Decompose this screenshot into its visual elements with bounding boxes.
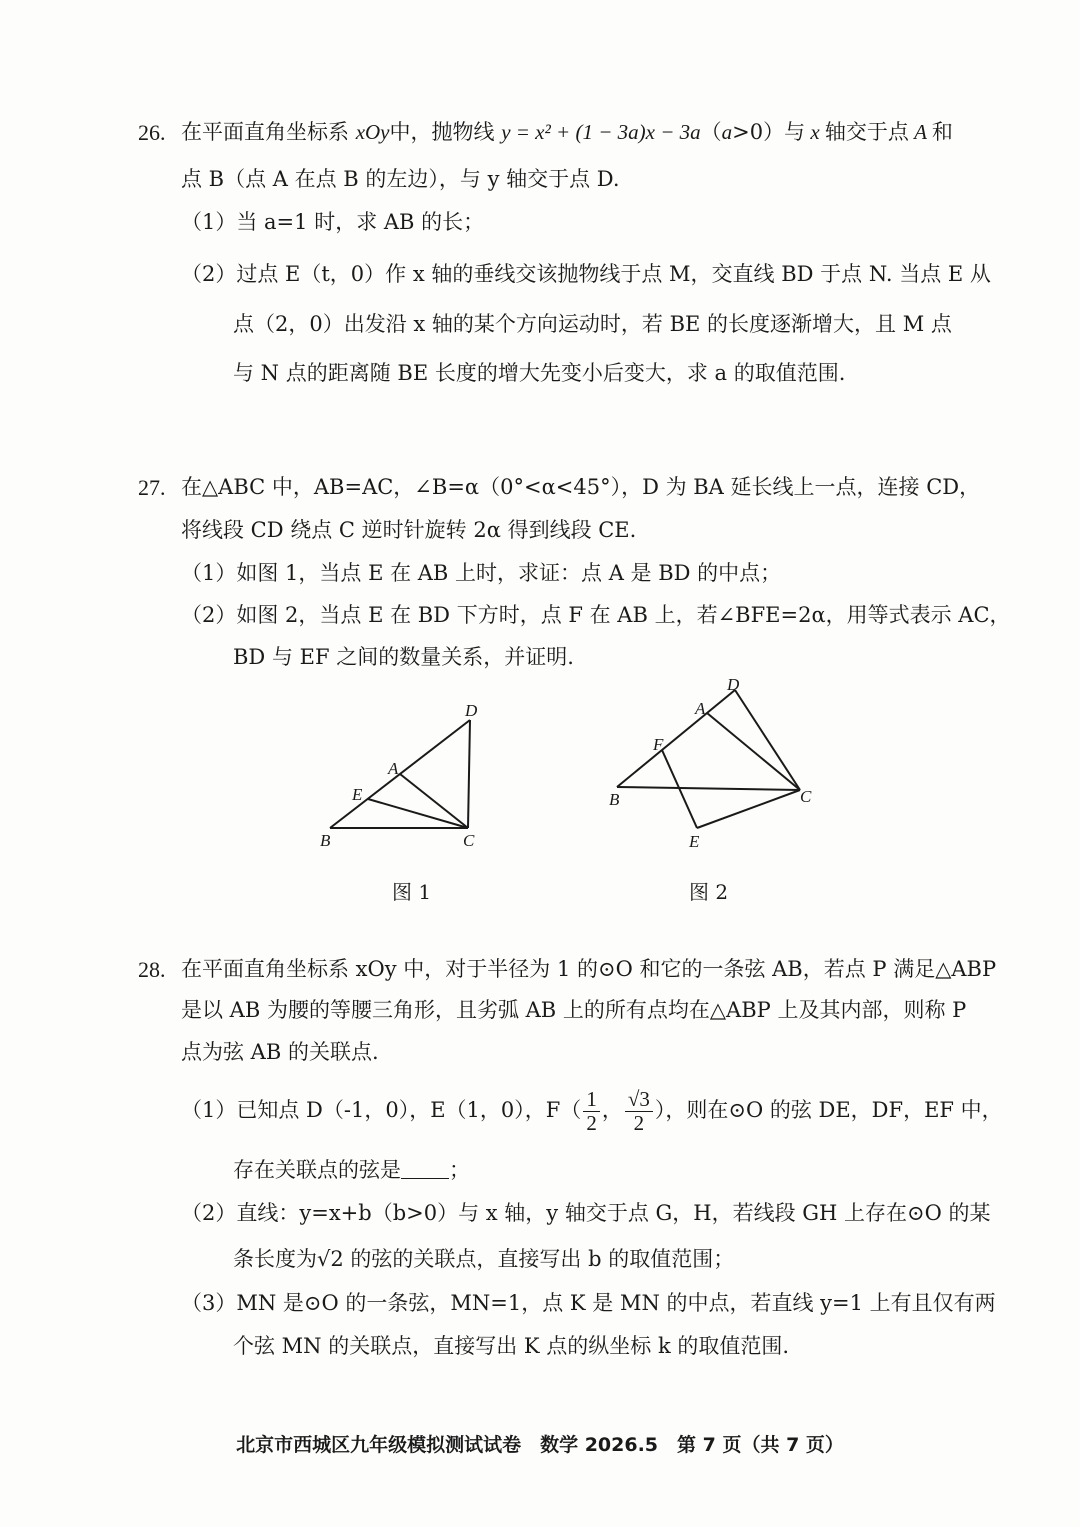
q27-part2-line1: （2）如图 2，当点 E 在 BD 下方时，点 F 在 AB 上，若∠BFE=2α，用等式表示 AC， (181, 603, 1011, 627)
fig2-label-C: C (800, 787, 812, 806)
q26-line2: 点 B（点 A 在点 B 的左边），与 y 轴交于点 D. (181, 167, 620, 191)
q28-line1: 在平面直角坐标系 xOy 中，对于半径为 1 的⊙O 和它的一条弦 AB，若点 P 满足△ABP (181, 957, 997, 981)
answer-blank[interactable] (401, 1178, 449, 1179)
q28-part1-line2: 存在关联点的弦是 ； (233, 1158, 470, 1182)
q28-part3-line2: 个弦 MN 的关联点，直接写出 K 点的纵坐标 k 的取值范围. (233, 1334, 790, 1358)
fig1-segment-DC (468, 720, 470, 828)
figure-1-caption: 图 1 (392, 880, 432, 904)
fig1-label-D: D (465, 701, 478, 720)
q28-number: 28. (138, 957, 166, 982)
q26-part2-line1: （2）过点 E（t，0）作 x 轴的垂线交该抛物线于点 M，交直线 BD 于点 N. 当点 E 从 (181, 262, 991, 286)
fig2-label-F: F (653, 735, 664, 754)
fig1-label-B: B (320, 831, 331, 850)
fig2-label-D: D (727, 675, 740, 694)
q28-part2-line1: （2）直线：y=x+b（b>0）与 x 轴，y 轴交于点 G，H，若线段 GH 上存在⊙O 的某 (181, 1201, 991, 1225)
fig1-segment-EC (368, 799, 468, 828)
q26-number: 26. (138, 120, 166, 145)
fraction-half: $\frac{1}{2}$ (583, 1088, 600, 1135)
q28-part3-line1: （3）MN 是⊙O 的一条弦，MN=1，点 K 是 MN 的中点，若直线 y=1 上有且仅有两 (181, 1291, 996, 1315)
q26-part2-line3: 与 N 点的距离随 BE 长度的增大先变小后变大，求 a 的取值范围. (233, 361, 846, 385)
fig2-segment-BC (617, 787, 800, 790)
figure-2-caption: 图 2 (689, 880, 729, 904)
q28-line2: 是以 AB 为腰的等腰三角形，且劣弧 AB 上的所有点均在△ABP 上及其内部，则称 P (181, 998, 967, 1022)
q28-part1-line1: （1）已知点 D（-1，0），E（1，0），F（ $\frac{1}{2}$ ， $\frac{√3}{2}$ ），则在⊙O 的弦 DE，DF，EF 中， (181, 1087, 1003, 1136)
fraction-sqrt3-over-2: $\frac{√3}{2}$ (625, 1088, 653, 1135)
q27-part1: （1）如图 1，当点 E 在 AB 上时，求证：点 A 是 BD 的中点； (181, 561, 782, 585)
fig2-segment-AC (707, 713, 800, 790)
page-footer: 北京市西城区九年级模拟测试试卷 数学 2026.5 第 7 页（共 7 页） (236, 1434, 844, 1456)
fig2-segment-EC (697, 790, 800, 828)
q27-line2: 将线段 CD 绕点 C 逆时针旋转 2α 得到线段 CE. (181, 518, 637, 542)
fig2-label-E: E (689, 832, 700, 851)
figure-1 (300, 690, 520, 860)
q26-part2-line2: 点（2，0）出发沿 x 轴的某个方向运动时，若 BE 的长度逐渐增大，且 M 点 (233, 312, 952, 336)
fig1-label-C: C (463, 831, 475, 850)
q27-number: 27. (138, 475, 166, 500)
fig1-label-E: E (352, 785, 363, 804)
figure-2 (595, 670, 835, 855)
fig2-segment-BD (617, 690, 735, 787)
q28-line3: 点为弦 AB 的关联点. (181, 1040, 379, 1064)
q28-part2-line2: 条长度为√2 的弦的关联点，直接写出 b 的取值范围； (233, 1247, 735, 1271)
parabola-equation: y = x² + (1 − 3a)x − 3a (501, 120, 701, 144)
fig2-label-A: A (695, 699, 706, 718)
fig2-segment-DC (735, 690, 800, 790)
fig1-label-A: A (388, 759, 399, 778)
fig2-label-B: B (609, 790, 620, 809)
q26-part1: （1）当 a=1 时，求 AB 的长； (181, 210, 485, 234)
q27-line1: 在△ABC 中，AB=AC，∠B=α（0°<α<45°），D 为 BA 延长线上一点，连接 CD， (181, 475, 981, 499)
q27-part2-line2: BD 与 EF 之间的数量关系，并证明. (233, 645, 574, 669)
fig1-segment-AC (400, 774, 468, 828)
q26-line1: 在平面直角坐标系 xOy中，抛物线 y = x² + (1 − 3a)x − 3a（a>0）与 x 轴交于点 A 和 (181, 120, 953, 144)
